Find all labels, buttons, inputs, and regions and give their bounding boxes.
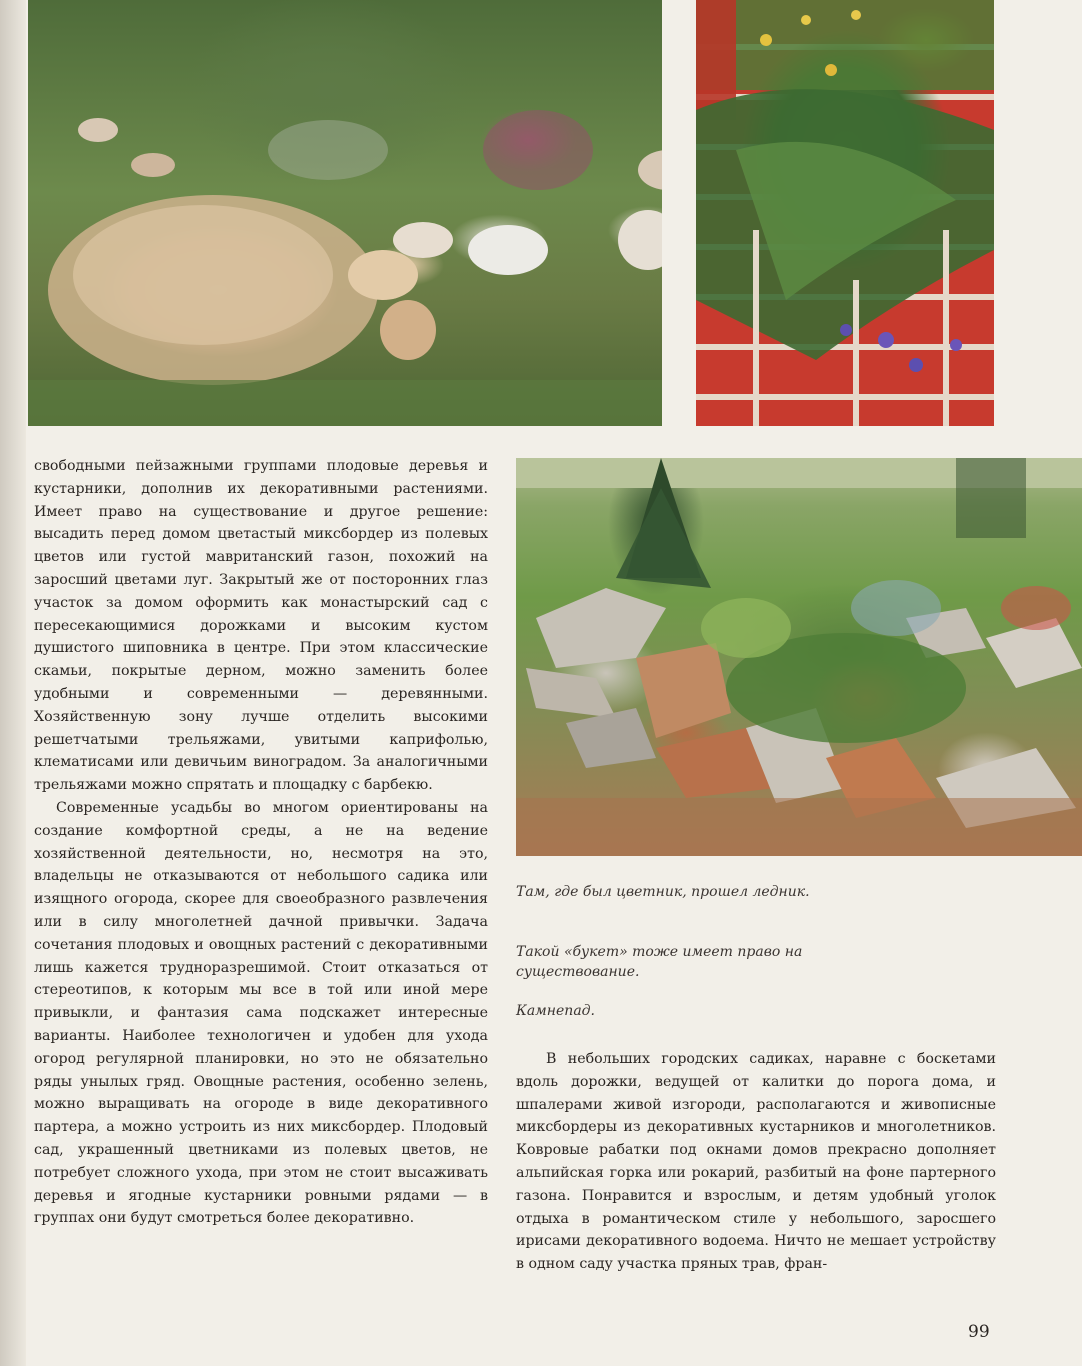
left-paragraph-2: Современные усадьбы во многом ориентированы на создание комфортной среды, а не на ведение хозяйственной деятельности, но, несмотря на это, владельцы не отказываются от небольшого садика или изящного огорода, скорее для своеобразного развлечения или в силу многолетней дачной привычки. Задача сочетания плодовых и овощных растений с декоративными лишь кажется трудноразрешимой. Стоит отказаться от стереотипов, к которым мы все в той или иной мере привыкли, и фантазия сама подскажет интересные варианты. Наиболее технологичен и удобен для ухода огород регулярной планировки, но это не обязательно ряды унылых гряд. Овощные растения, особенно зелень, можно выращивать на огороде в виде декоративного партера, а можно устроить из них миксбордер. Плодовый сад, украшенный цветниками из полевых цветов, не потребует сложного ухода, при этом не стоит высаживать деревья и ягодные кустарники ровными рядами — в группах они будут смотреться более декоративно.	[34, 799, 488, 1227]
caption-glacier: Там, где был цветник, прошел ледник.	[516, 884, 810, 900]
right-text-column	[516, 1048, 996, 1276]
photo-rock-garden-boulder-art	[28, 0, 662, 426]
left-text-column	[34, 455, 488, 1230]
photo-brick-wall-plants-art	[696, 0, 994, 426]
photo-brick-wall-plants	[696, 0, 994, 426]
right-paragraph-1: В небольших городских садиках, наравне с боскетами вдоль дорожки, ведущей от калитки до порога дома, и шпалерами живой изгороди, располагаются и живописные миксбордеры из декоративных кустарников и многолетников. Ковровые рабатки под окнами домов прекрасно дополняет альпийская горка или рокарий, разбитый на фоне партерного газона. Понравится и взрослым, и детям удобный уголок отдыха в романтическом стиле у небольшого, заросшего ирисами декоративного водоема. Ничто не мешает устройству в одном саду участка пряных трав, фран-	[516, 1051, 996, 1273]
page-gutter-shadow	[0, 0, 26, 1366]
caption-bouquet: Такой «букет» тоже имеет право на существование.	[516, 944, 803, 980]
photo-stone-rockery-pine	[516, 458, 1082, 856]
caption-rockfall: Камнепад.	[516, 1003, 595, 1019]
page-number: 99	[968, 1322, 990, 1342]
left-paragraph-1: свободными пейзажными группами плодовые деревья и кустарники, дополнив их декоративными растениями. Имеет право на существование и другое решение: высадить перед домом цветастый миксбордер из полевых цветов или густой мавританский газон, похожий на заросший цветами луг. Закрытый же от посторонних глаз участок за домом оформить как монастырский сад с пересекающимися дорожками и высоким кустом душистого шиповника в центре. При этом классические скамьи, покрытые дерном, можно заменить более удобными и современными — деревянными. Хозяйственную зону лучше отделить высокими решетчатыми трельяжами, увитыми каприфолью, клематисами или девичьим виноградом. За аналогичными трельяжами можно спрятать и площадку с барбекю.	[34, 458, 488, 794]
photo-rock-garden-boulder	[28, 0, 662, 426]
photo-stone-rockery-pine-art	[516, 458, 1082, 856]
